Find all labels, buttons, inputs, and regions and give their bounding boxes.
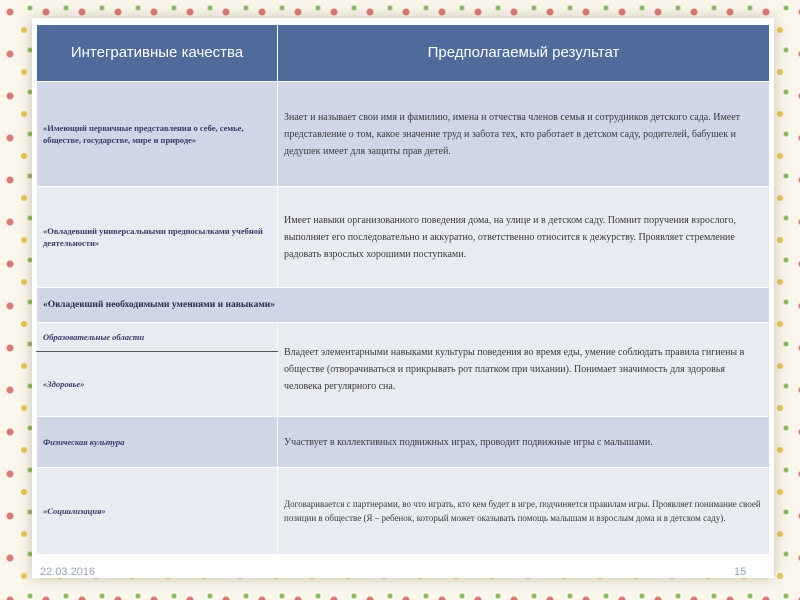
health-text: Владеет элементарными навыками культуры поведения во время еды, умение соблюдать правила гигиены в обществе (отворачиваться и прикрывать рот платком при чихании). Понимает значимость для здоровья человека регулярного сна. — [278, 323, 770, 417]
span-row-label: «Овладевший необходимыми умениями и навыками» — [37, 288, 770, 323]
table-row — [37, 468, 770, 555]
header-integrative-qualities: Интегративные качества — [37, 25, 278, 82]
areas-heading: Образовательные области — [37, 323, 278, 352]
pe-label: Физическая культура — [37, 417, 278, 468]
table-header-row — [37, 25, 770, 82]
row-text: Имеет навыки организованного поведения дома, на улице и в детском саду. Помнит поручения взрослого, выполняет его последовательно и аккуратно, ответственно относится к дежурству. Проявляет стремление радовать взрослых хорошими поступками. — [278, 187, 770, 288]
table-row — [37, 187, 770, 288]
social-text: Договаривается с партнерами, во что играть, кто кем будет в игре, подчиняется правилам игры. Проявляет понимание своей позиции в обществе (Я – ребенок, который может оказывать помощь малышам и взрослым дома и в детском саду). — [278, 468, 770, 555]
span-row — [37, 288, 770, 323]
header-expected-result: Предполагаемый результат — [278, 25, 770, 82]
slide — [32, 18, 774, 578]
table-row — [37, 417, 770, 468]
social-label: «Социализация» — [37, 468, 278, 555]
footer-date: 22.03.2016 — [40, 566, 96, 578]
row-label: «Овладевший универсальными предпосылками учебной деятельности» — [37, 187, 278, 288]
footer-page-number: 15 — [734, 566, 747, 578]
results-table — [36, 24, 770, 555]
pe-text: Участвует в коллективных подвижных играх, проводит подвижные игры с малышами. — [278, 417, 770, 468]
table-row — [37, 323, 770, 352]
table-row — [37, 82, 770, 187]
health-label: «Здоровье» — [37, 352, 278, 417]
row-text: Знает и называет свои имя и фамилию, имена и отчества членов семья и сотрудников детского сада. Имеет представление о том, какое значение труд и забота тех, кто работает в детском саду, родителей, бабушек и дедушек имеет для защиты прав детей. — [278, 82, 770, 187]
row-label: «Имеющий первичные представления о себе, семье, обществе, государстве, мире и природе» — [37, 82, 278, 187]
